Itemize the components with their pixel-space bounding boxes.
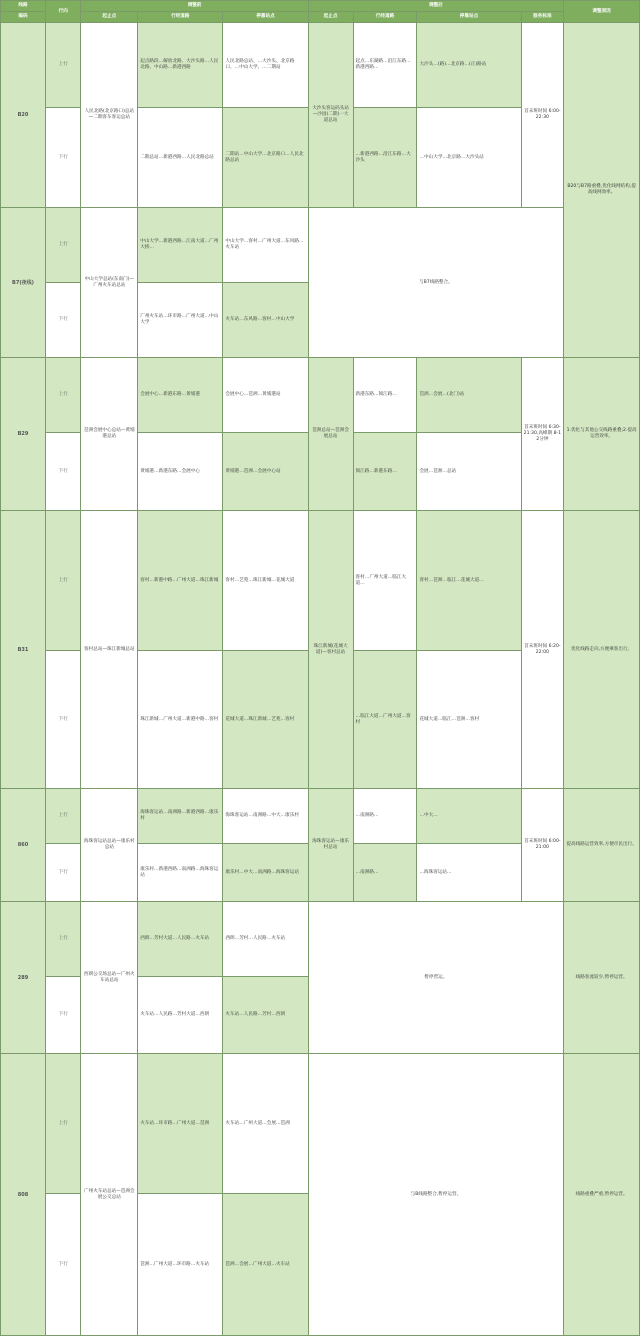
adjust-reason: 线路客流较少,暂停运营。 xyxy=(564,902,640,1054)
header-stops-after: 停靠站点 xyxy=(417,12,521,23)
route-after: …南洲路… xyxy=(353,844,417,902)
line-code: 289 xyxy=(1,902,46,1054)
service-standard: 首末班时间 6:20-22:00 xyxy=(521,511,564,789)
route-before: 火车站…人民路…芳村大道…西朗 xyxy=(138,977,223,1054)
route-before: 火车站…环市路…广州大道…琶洲 xyxy=(138,1054,223,1194)
route-after: 新港东路…阅江路… xyxy=(353,358,417,433)
header-route-before: 行经道路 xyxy=(138,12,223,23)
direction-up: 上行 xyxy=(45,208,80,283)
direction-down: 下行 xyxy=(45,651,80,789)
endpoints-before: 广州火车站总站—琶洲会展公交总站 xyxy=(81,1054,138,1336)
header-before: 调整前 xyxy=(81,1,308,12)
stops-after: 客村…琶洲…临江…花城大道… xyxy=(417,511,521,651)
stops-after: …中山大学…北京路…大沙头站 xyxy=(417,108,521,208)
route-before: 康乐村…新港西路…南洲路…海珠客运站 xyxy=(138,844,223,902)
route-before: 二期总站…新港西路…人民北路总站 xyxy=(138,108,223,208)
stops-before: 中山大学…客村…广州大道…东风路…火车站 xyxy=(223,208,308,283)
table-row xyxy=(1,511,640,651)
stops-before: 火车站…东风路…客村…中山大学 xyxy=(223,283,308,358)
route-after: …临江大道…广州大道…客村 xyxy=(353,651,417,789)
line-code: B31 xyxy=(1,511,46,789)
adjust-reason: 提高线路运营效率,方便市民出行。 xyxy=(564,789,640,902)
stops-before: 花城大道…珠江新城…艺苑…客村 xyxy=(223,651,308,789)
stops-before: 客村…艺苑…珠江新城…花城大道 xyxy=(223,511,308,651)
adjust-reason: 1.优化与其他公交线路重叠;2.提高运营效率。 xyxy=(564,358,640,511)
endpoints-before: 海珠客运站总站—康乐村总站 xyxy=(81,789,138,902)
header-stops-before: 停靠站点 xyxy=(223,12,308,23)
endpoints-after: 珠江新城(花城大道)—客村总站 xyxy=(308,511,353,789)
direction-up: 上行 xyxy=(45,23,80,108)
direction-down: 下行 xyxy=(45,433,80,511)
table-row xyxy=(1,902,640,977)
line-code: B20 xyxy=(1,23,46,208)
table-row xyxy=(1,789,640,844)
header-route-after: 行经道路 xyxy=(353,12,417,23)
stops-after: …海珠客运站… xyxy=(417,844,521,902)
line-code: B29 xyxy=(1,358,46,511)
stops-before: 火车站…人民路…芳村…西朗 xyxy=(223,977,308,1054)
stops-after: 花城大道…临江…琶洲…客村 xyxy=(417,651,521,789)
header-endpoints-after: 起止点 xyxy=(308,12,353,23)
route-after: 客村…广州大道…临江大道… xyxy=(353,511,417,651)
route-after: 阅江路…新港东路… xyxy=(353,433,417,511)
header-code: 编码 xyxy=(1,12,46,23)
direction-up: 上行 xyxy=(45,1054,80,1194)
direction-up: 上行 xyxy=(45,511,80,651)
stops-before: 西朗…芳村…人民路…火车站 xyxy=(223,902,308,977)
table-row xyxy=(1,23,640,108)
route-before: 中山大学…新港西路…江南大道…广州大桥… xyxy=(138,208,223,283)
header-reason: 调整原因 xyxy=(564,1,640,23)
endpoints-before: 西朗公交场总站—广州火车站总站 xyxy=(81,902,138,1054)
route-after: 起点…东湖路…沿江东路…新港西路… xyxy=(353,23,417,108)
direction-down: 下行 xyxy=(45,1194,80,1336)
stops-before: 康乐村…中大…南洲路…海珠客运站 xyxy=(223,844,308,902)
service-standard: 首末班时间 6:30-21:30,高峰期 8-12分钟 xyxy=(521,358,564,511)
service-standard: 首末班时间 6:00-22:30 xyxy=(521,23,564,208)
direction-up: 上行 xyxy=(45,902,80,977)
adjust-reason: 优化线路走向,方便乘客出行。 xyxy=(564,511,640,789)
adjust-reason: 线路重叠严重,暂停运营。 xyxy=(564,1054,640,1336)
route-before: 广州火车站…环市路…广州大道…中山大学 xyxy=(138,283,223,358)
direction-up: 上行 xyxy=(45,358,80,433)
direction-up: 上行 xyxy=(45,789,80,844)
endpoints-after: 大沙头客运码头站—沙园(二期)一大道总站 xyxy=(308,23,353,208)
line-code: B7(夜线) xyxy=(1,208,46,358)
header-direction: 行向 xyxy=(45,1,80,23)
stops-after: …中大… xyxy=(417,789,521,844)
stops-before: 海珠客运站…南洲路…中大…康乐村 xyxy=(223,789,308,844)
route-before: 西朗…芳村大道…人民路…火车站 xyxy=(138,902,223,977)
table-row xyxy=(1,208,640,283)
header-line: 线路 xyxy=(1,1,46,12)
endpoints-before: 中山大学总站(东南门)—广州火车站总站 xyxy=(81,208,138,358)
direction-down: 下行 xyxy=(45,108,80,208)
stops-before: 火车站…广州大道…会展…琶洲 xyxy=(223,1054,308,1194)
service-standard: 首末班时间 6:00-21:00 xyxy=(521,789,564,902)
direction-down: 下行 xyxy=(45,844,80,902)
stops-before: 黄埔港…琶洲…会展中心站 xyxy=(223,433,308,511)
line-code: 860 xyxy=(1,789,46,902)
direction-down: 下行 xyxy=(45,283,80,358)
route-after: …新港西路…沿江东路…大沙头 xyxy=(353,108,417,208)
header-after: 调整后 xyxy=(308,1,564,12)
adjust-reason: B20与B7路重叠,优化线网结构,提高线网效率。 xyxy=(564,23,640,358)
stops-after: 会展…琶洲…总站 xyxy=(417,433,521,511)
after-note: 与B线路整合,暂停运营。 xyxy=(308,1054,564,1336)
endpoints-before: 客村总站—珠江新城总站 xyxy=(81,511,138,789)
endpoints-before: 琶洲会展中心总站—黄埔港总站 xyxy=(81,358,138,511)
route-before: 琶洲…广州大道…环市路…火车站 xyxy=(138,1194,223,1336)
table-row xyxy=(1,358,640,433)
route-before: 起点路段…解放北路、大沙头路…人民北路、中山路…新港西路 xyxy=(138,23,223,108)
stops-before: 人民北路总站、…大沙头、北京路口、…中山大学、…二期站 xyxy=(223,23,308,108)
line-code: 808 xyxy=(1,1054,46,1336)
stops-after: 大沙头…(路)…北京路…(正)路站 xyxy=(417,23,521,108)
after-note: 与B7线路整合。 xyxy=(308,208,564,358)
route-before: 海珠客运站…南洲路…新港西路…康乐村 xyxy=(138,789,223,844)
route-after: …南洲路… xyxy=(353,789,417,844)
direction-down: 下行 xyxy=(45,977,80,1054)
stops-after: 琶洲…会展…(北门)站 xyxy=(417,358,521,433)
route-before: 黄埔港…新港东路…会展中心 xyxy=(138,433,223,511)
route-before: 会展中心…新港东路…黄埔港 xyxy=(138,358,223,433)
route-before: 珠江新城…广州大道…新港中路…客村 xyxy=(138,651,223,789)
table-row xyxy=(1,1054,640,1194)
header-endpoints-before: 起止点 xyxy=(81,12,138,23)
route-before: 客村…新港中路…广州大道…珠江新城 xyxy=(138,511,223,651)
endpoints-before: 人民北路(北京路口)总站—二期客车客运总站 xyxy=(81,23,138,208)
header-service: 服务标准 xyxy=(521,12,564,23)
endpoints-after: 琶洲总站—琶洲会展总站 xyxy=(308,358,353,511)
stops-before: 会展中心…琶洲…黄埔港站 xyxy=(223,358,308,433)
endpoints-after: 海珠客运站—康乐村总站 xyxy=(308,789,353,902)
stops-before: 二期站…中山大学…北京路口…人民北路总站 xyxy=(223,108,308,208)
stops-before: 琶洲…会展…广州大道…火车站 xyxy=(223,1194,308,1336)
after-note: 暂停营运。 xyxy=(308,902,564,1054)
